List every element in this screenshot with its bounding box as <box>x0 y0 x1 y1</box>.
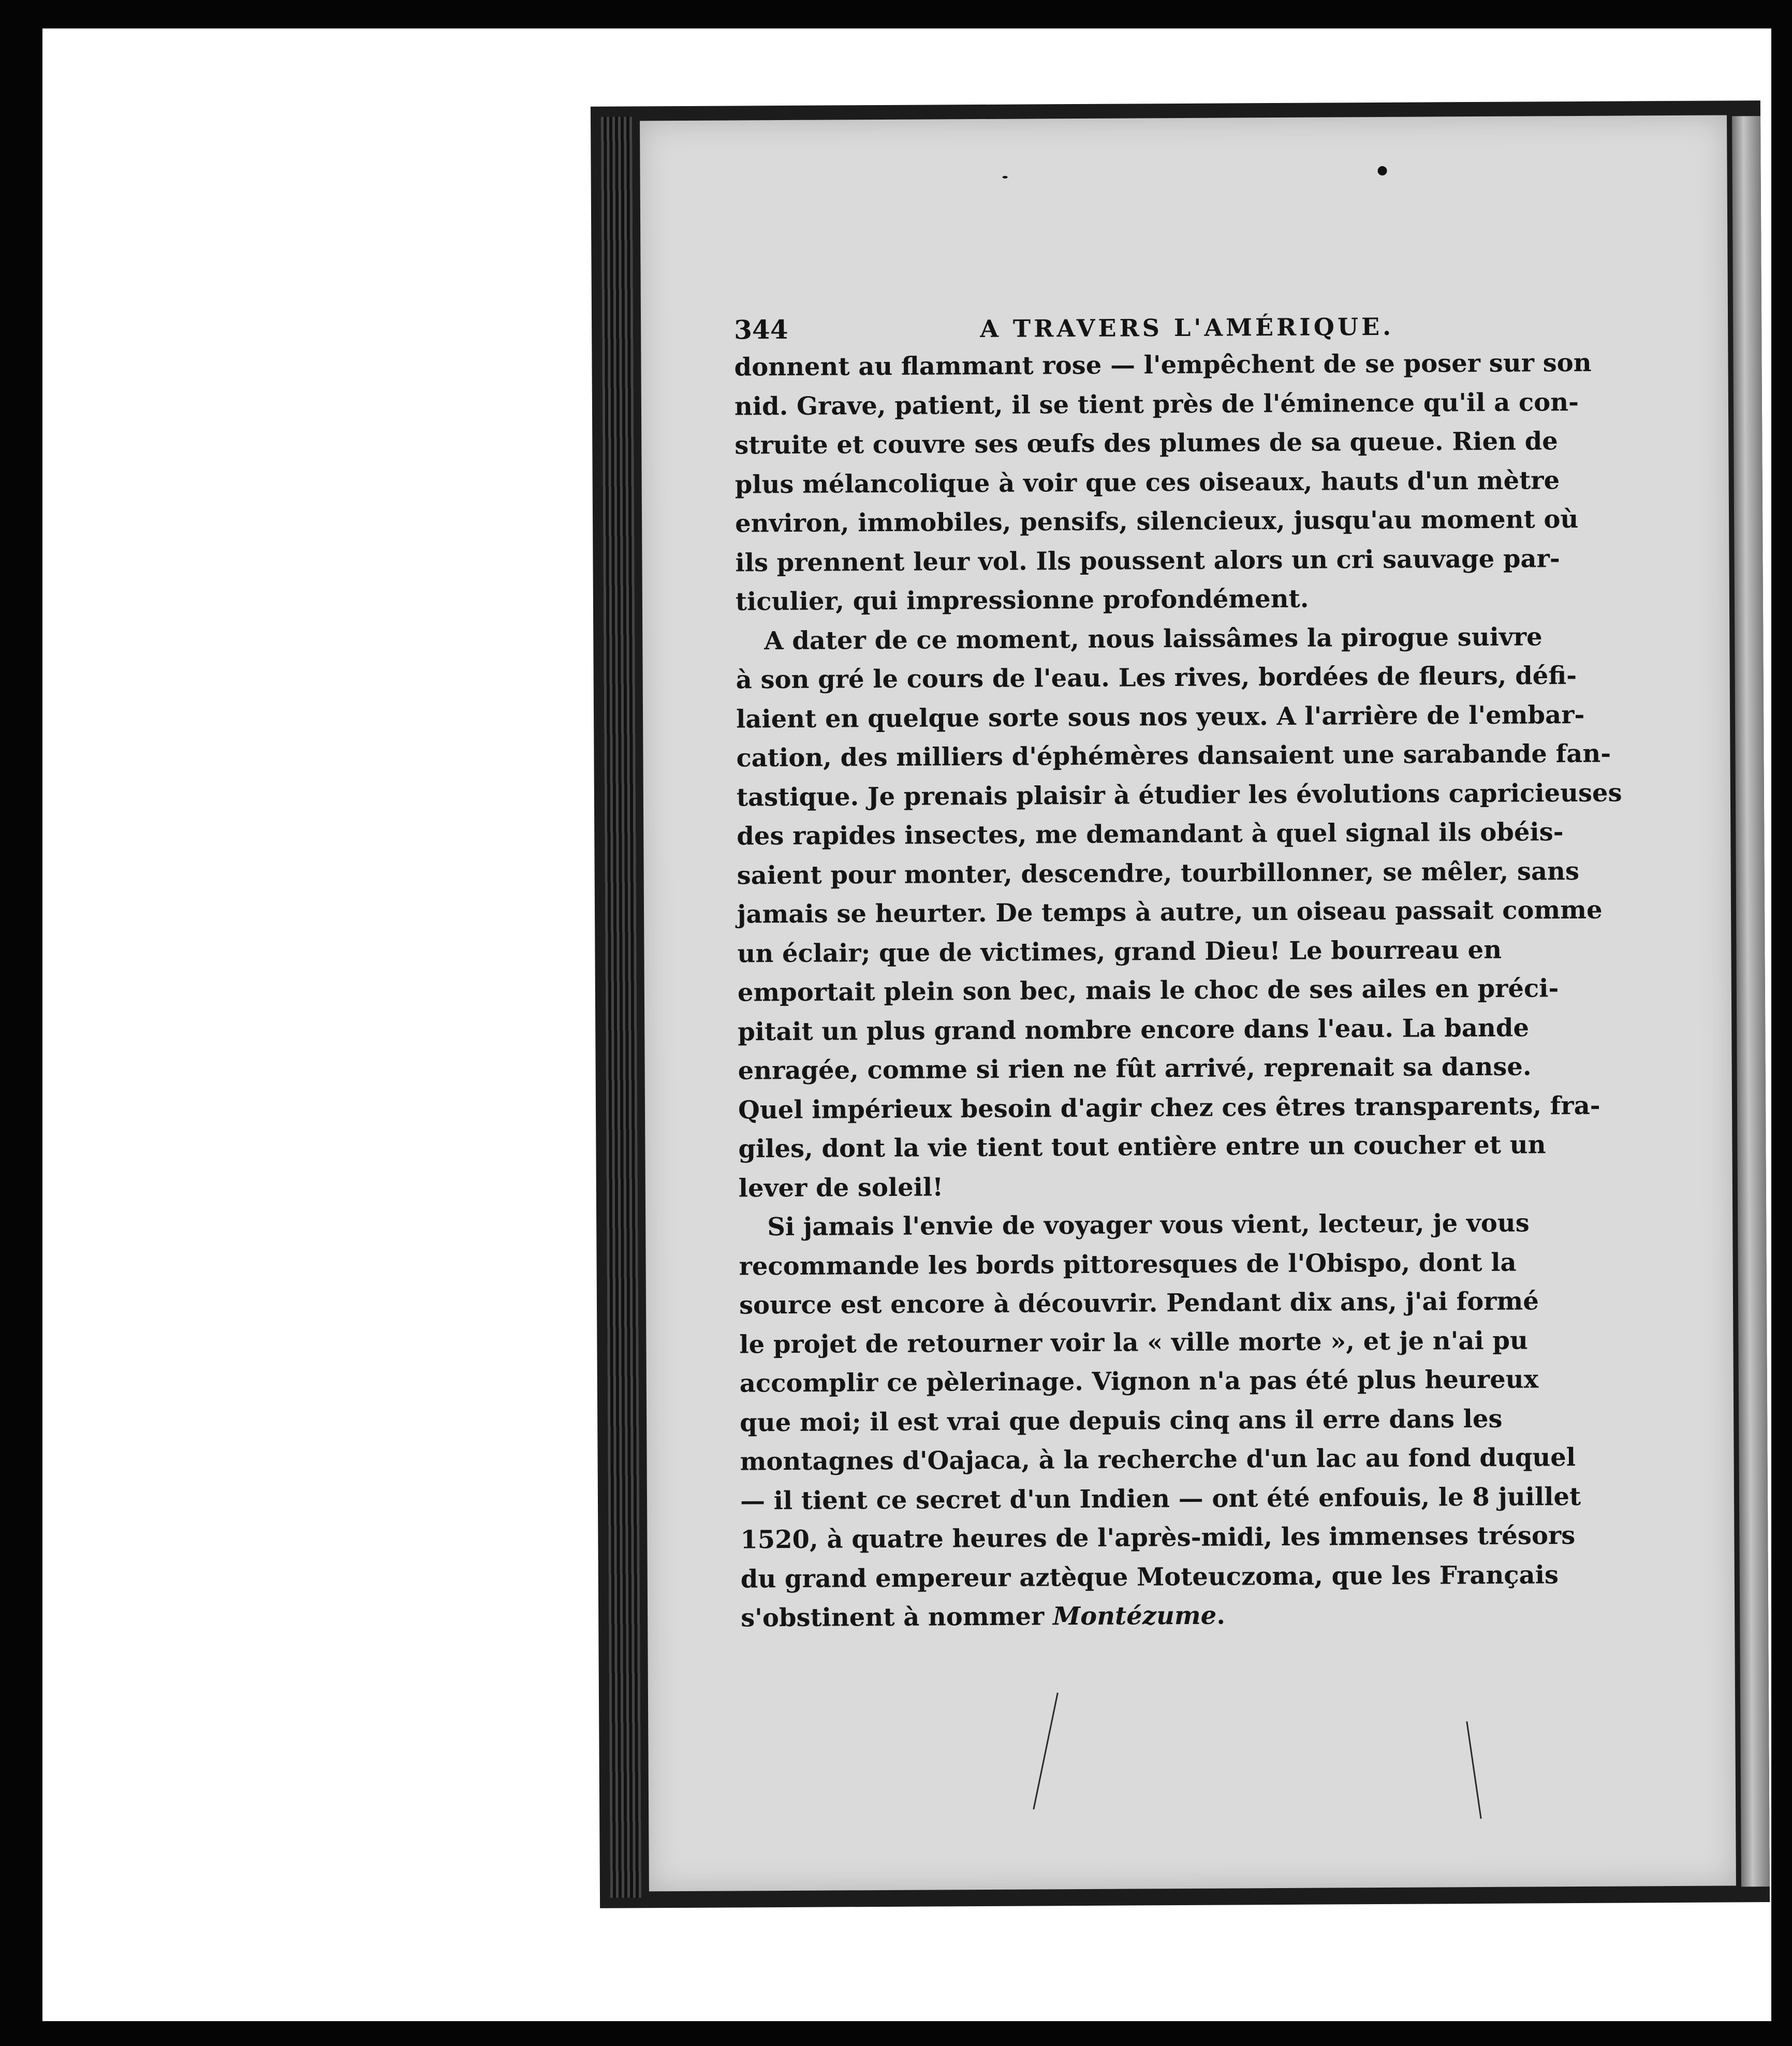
final-period: . <box>1216 1601 1226 1630</box>
text-line: à son gré le cours de l'eau. Les rives, bordées de fleurs, défi- <box>736 661 1577 695</box>
text-line: — il tient ce secret d'un Indien — ont été enfouis, le 8 juillet <box>740 1482 1581 1515</box>
text-line: lever de soleil! <box>738 1172 944 1203</box>
text-line: plus mélancolique à voir que ces oiseaux, hauts d'un mètre <box>735 465 1560 499</box>
ink-speck <box>1378 166 1387 176</box>
text-line: giles, dont la vie tient tout entière entre un coucher et un <box>738 1130 1546 1164</box>
book-page <box>640 115 1736 1891</box>
body-text <box>734 344 1622 1638</box>
text-line: du grand empereur aztèque Moteuczoma, que les Français <box>740 1560 1559 1594</box>
scan-border-top <box>0 0 1792 28</box>
text-line: donnent au flammant rose — l'empêchent de se poser sur son <box>734 348 1592 382</box>
text-line: ticulier, qui impressionne profondément. <box>735 584 1309 617</box>
running-title: A TRAVERS L'AMÉRIQUE. <box>980 312 1394 343</box>
scan-border-bottom <box>0 2021 1792 2046</box>
ink-speck <box>1003 176 1008 179</box>
text-line: tastique. Je prenais plaisir à étudier les évolutions capricieuses <box>736 778 1622 812</box>
text-line: le projet de retourner voir la « ville morte », et je n'ai pu <box>739 1325 1528 1359</box>
text-line: jamais se heurter. De temps à autre, un oiseau passait comme <box>737 895 1603 929</box>
final-text: s'obstinent à nommer <box>741 1602 1053 1633</box>
text-line: A dater de ce moment, nous laissâmes la pirogue suivre <box>764 622 1543 655</box>
text-line: environ, immobiles, pensifs, silencieux, jusqu'au moment où <box>735 504 1579 538</box>
text-line: montagnes d'Oajaca, à la recherche d'un lac au fond duquel <box>740 1443 1576 1477</box>
text-line: pitait un plus grand nombre encore dans l'eau. La bande <box>738 1013 1530 1046</box>
scan-border-right <box>1771 0 1792 2046</box>
text-line: nid. Grave, patient, il se tient près de l'éminence qu'il a con- <box>734 387 1579 421</box>
text-line-final <box>741 1595 1499 1638</box>
scan-border-left <box>0 0 42 2046</box>
text-line: enragée, comme si rien ne fût arrivé, reprenait sa danse. <box>738 1052 1532 1086</box>
text-line: source est encore à découvrir. Pendant dix ans, j'ai formé <box>739 1287 1539 1320</box>
book <box>591 100 1770 1908</box>
text-line: laient en quelque sorte sous nos yeux. A l'arrière de l'embar- <box>736 700 1585 734</box>
text-line: recommande les bords pittoresques de l'Obispo, dont la <box>739 1248 1517 1281</box>
paragraph-2 <box>736 618 1622 1208</box>
page-number: 344 <box>734 314 788 345</box>
text-line: saient pour monter, descendre, tourbillonner, se mêler, sans <box>737 856 1580 890</box>
scratch-mark <box>1466 1721 1481 1819</box>
text-line: ils prennent leur vol. Ils poussent alors un cri sauvage par- <box>735 544 1560 577</box>
text-line: un éclair; que de victimes, grand Dieu! Le bourreau en <box>737 935 1502 968</box>
facing-page-edge <box>1732 116 1770 1887</box>
scratch-mark <box>1033 1692 1059 1809</box>
text-line: cation, des milliers d'éphémères dansaient une sarabande fan- <box>736 739 1611 773</box>
paragraph-3 <box>739 1204 1581 1638</box>
text-line: que moi; il est vrai que depuis cinq ans il erre dans les <box>740 1404 1503 1437</box>
text-line: accomplir ce pèlerinage. Vignon n'a pas été plus heureux <box>739 1365 1539 1398</box>
emphasized-name: Montézume <box>1052 1601 1217 1631</box>
text-line: 1520, à quatre heures de l'après-midi, les immenses trésors <box>740 1521 1576 1555</box>
paragraph-1 <box>734 344 1592 622</box>
page-edges <box>601 117 641 1898</box>
text-line: emportait plein son bec, mais le choc de ses ailes en préci- <box>737 974 1559 1007</box>
text-line: struite et couvre ses œufs des plumes de sa queue. Rien de <box>735 427 1558 460</box>
text-line: Quel impérieux besoin d'agir chez ces êtres transparents, fra- <box>738 1091 1600 1124</box>
text-line: Si jamais l'envie de voyager vous vient, lecteur, je vous <box>767 1208 1530 1242</box>
text-line: des rapides insectes, me demandant à quel signal ils obéis- <box>737 817 1564 851</box>
